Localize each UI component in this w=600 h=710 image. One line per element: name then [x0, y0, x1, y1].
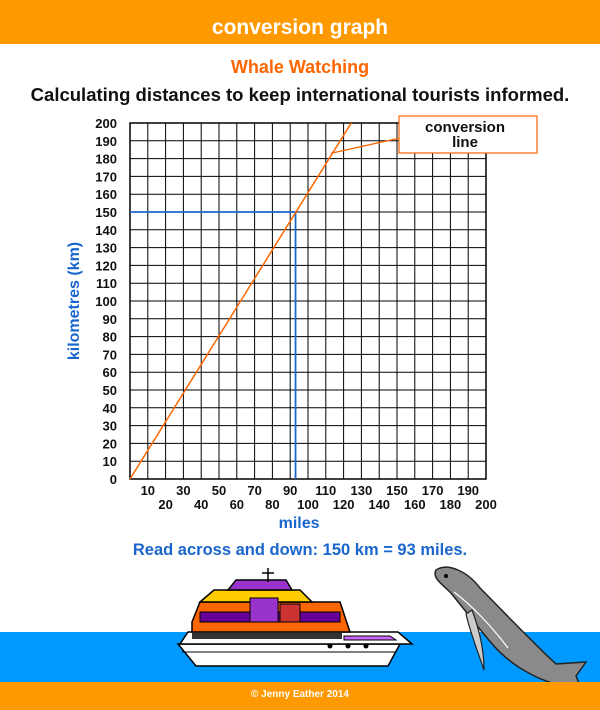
x-tick-label: 30: [176, 483, 191, 498]
y-tick-label: 90: [102, 311, 117, 327]
y-tick-label: 130: [95, 240, 117, 256]
x-axis-label: miles: [278, 515, 320, 532]
y-tick-label: 20: [102, 436, 117, 452]
y-axis-label: kilometres (km): [66, 241, 83, 361]
annotation-text: line: [452, 134, 478, 151]
x-tick-label: 190: [457, 483, 480, 498]
y-tick-label: 30: [102, 418, 117, 434]
footer-bar: [0, 682, 600, 710]
reading-caption: Read across and down: 150 km = 93 miles.: [132, 541, 468, 559]
x-tick-label: 50: [211, 483, 227, 498]
y-tick-label: 80: [102, 329, 117, 345]
x-tick-label: 100: [297, 497, 319, 512]
chart-title: Whale Watching: [230, 57, 370, 77]
x-tick-label: 120: [332, 497, 355, 512]
x-tick-label: 130: [350, 483, 373, 498]
x-tick-label: 160: [403, 497, 426, 512]
x-tick-label: 40: [193, 497, 209, 512]
y-tick-label: 40: [102, 400, 117, 416]
copyright-text: © Jenny Eather 2014: [251, 689, 349, 700]
x-tick-label: 110: [315, 483, 337, 498]
motor-yacht-icon: [178, 568, 412, 666]
x-tick-label: 200: [475, 497, 497, 512]
x-tick-label: 20: [158, 497, 173, 512]
y-tick-label: 140: [95, 222, 117, 238]
y-tick-label: 120: [95, 258, 117, 274]
x-tick-label: 170: [421, 483, 444, 498]
y-tick-label: 160: [95, 187, 117, 203]
x-tick-label: 140: [368, 497, 391, 512]
y-tick-label: 0: [109, 472, 117, 487]
y-tick-label: 110: [96, 276, 117, 292]
y-tick-label: 180: [95, 151, 117, 167]
y-tick-label: 50: [102, 383, 117, 398]
y-tick-label: 190: [95, 133, 117, 149]
y-tick-label: 10: [102, 454, 117, 470]
y-tick-label: 200: [95, 116, 117, 131]
x-tick-label: 180: [439, 497, 462, 512]
y-tick-label: 150: [95, 205, 117, 220]
page-title: conversion graph: [211, 16, 389, 39]
chart-subtitle: Calculating distances to keep international tourists informed.: [30, 84, 570, 105]
annotation-text: conversion: [424, 119, 506, 136]
x-tick-label: 150: [386, 483, 408, 498]
x-tick-label: 90: [282, 483, 298, 498]
x-tick-label: 70: [247, 483, 262, 498]
y-tick-label: 70: [102, 347, 117, 363]
x-tick-label: 60: [229, 497, 245, 512]
y-tick-label: 60: [102, 365, 117, 381]
y-tick-label: 170: [95, 169, 117, 185]
x-tick-label: 80: [265, 497, 280, 512]
x-tick-label: 10: [140, 483, 156, 498]
humpback-whale-icon: [435, 567, 586, 700]
y-tick-label: 100: [95, 294, 117, 309]
